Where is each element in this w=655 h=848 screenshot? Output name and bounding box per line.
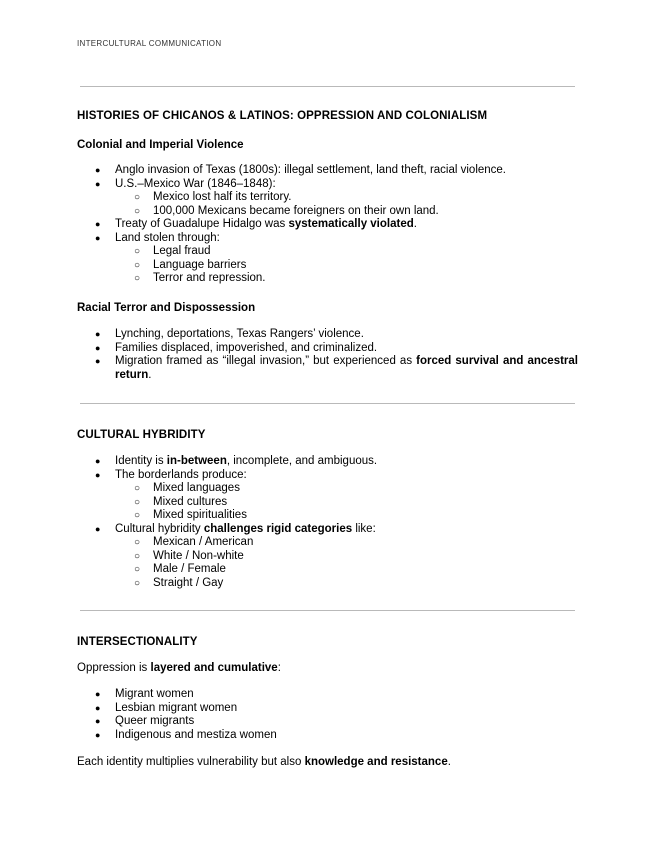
list-item: ● Queer migrants	[0, 715, 277, 729]
sub-list-item: ○ Mixed spiritualities	[0, 509, 377, 523]
colonial-violence-list	[0, 164, 506, 286]
list-item: ● Indigenous and mestiza women	[0, 729, 277, 743]
cultural-hybridity-list	[0, 455, 377, 590]
intersectionality-list	[0, 688, 277, 742]
list-item: ● Migration framed as “illegal invasion,” but experienced as forced survival and ancestral return.	[0, 355, 578, 382]
list-item: ● Cultural hybridity challenges rigid categories like:	[0, 523, 377, 537]
sub-list-item: ○ Mixed cultures	[0, 496, 377, 510]
sub-list-item: ○ Language barriers	[0, 259, 506, 273]
divider-1	[80, 86, 575, 87]
intersectionality-closing: Each identity multiplies vulnerability but also knowledge and resistance.	[77, 756, 451, 768]
list-item: ● The borderlands produce:	[0, 469, 377, 483]
list-item: ● Identity is in-between, incomplete, and ambiguous.	[0, 455, 377, 469]
list-item: ● Families displaced, impoverished, and criminalized.	[0, 342, 578, 356]
course-header: INTERCULTURAL COMMUNICATION	[77, 39, 222, 48]
sub-list-item: ○ White / Non-white	[0, 550, 377, 564]
divider-2	[80, 403, 575, 404]
sub-list-item: ○ Straight / Gay	[0, 577, 377, 591]
sub-list-item: ○ 100,000 Mexicans became foreigners on their own land.	[0, 205, 506, 219]
section-title-cultural-hybridity: CULTURAL HYBRIDITY	[77, 429, 206, 441]
list-item: ● U.S.–Mexico War (1846–1848):	[0, 178, 506, 192]
intersectionality-intro: Oppression is layered and cumulative:	[77, 662, 281, 674]
sub-list-item: ○ Terror and repression.	[0, 272, 506, 286]
list-item: ● Migrant women	[0, 688, 277, 702]
list-item: ● Anglo invasion of Texas (1800s): illegal settlement, land theft, racial violence.	[0, 164, 506, 178]
list-item: ● Lesbian migrant women	[0, 702, 277, 716]
sub-list-item: ○ Male / Female	[0, 563, 377, 577]
list-item: ● Lynching, deportations, Texas Rangers’ violence.	[0, 328, 578, 342]
subsection-title-racial-terror: Racial Terror and Dispossession	[77, 302, 256, 314]
sub-list-item: ○ Mexico lost half its territory.	[0, 191, 506, 205]
sub-list-item: ○ Mixed languages	[0, 482, 377, 496]
section-title-histories: HISTORIES OF CHICANOS & LATINOS: OPPRESSION AND COLONIALISM	[77, 110, 488, 122]
subsection-title-colonial: Colonial and Imperial Violence	[77, 139, 244, 151]
list-item: ● Treaty of Guadalupe Hidalgo was systematically violated.	[0, 218, 506, 232]
section-title-intersectionality: INTERSECTIONALITY	[77, 636, 198, 648]
divider-3	[80, 610, 575, 611]
sub-list-item: ○ Mexican / American	[0, 536, 377, 550]
racial-terror-list	[0, 328, 578, 382]
list-item: ● Land stolen through:	[0, 232, 506, 246]
sub-list-item: ○ Legal fraud	[0, 245, 506, 259]
